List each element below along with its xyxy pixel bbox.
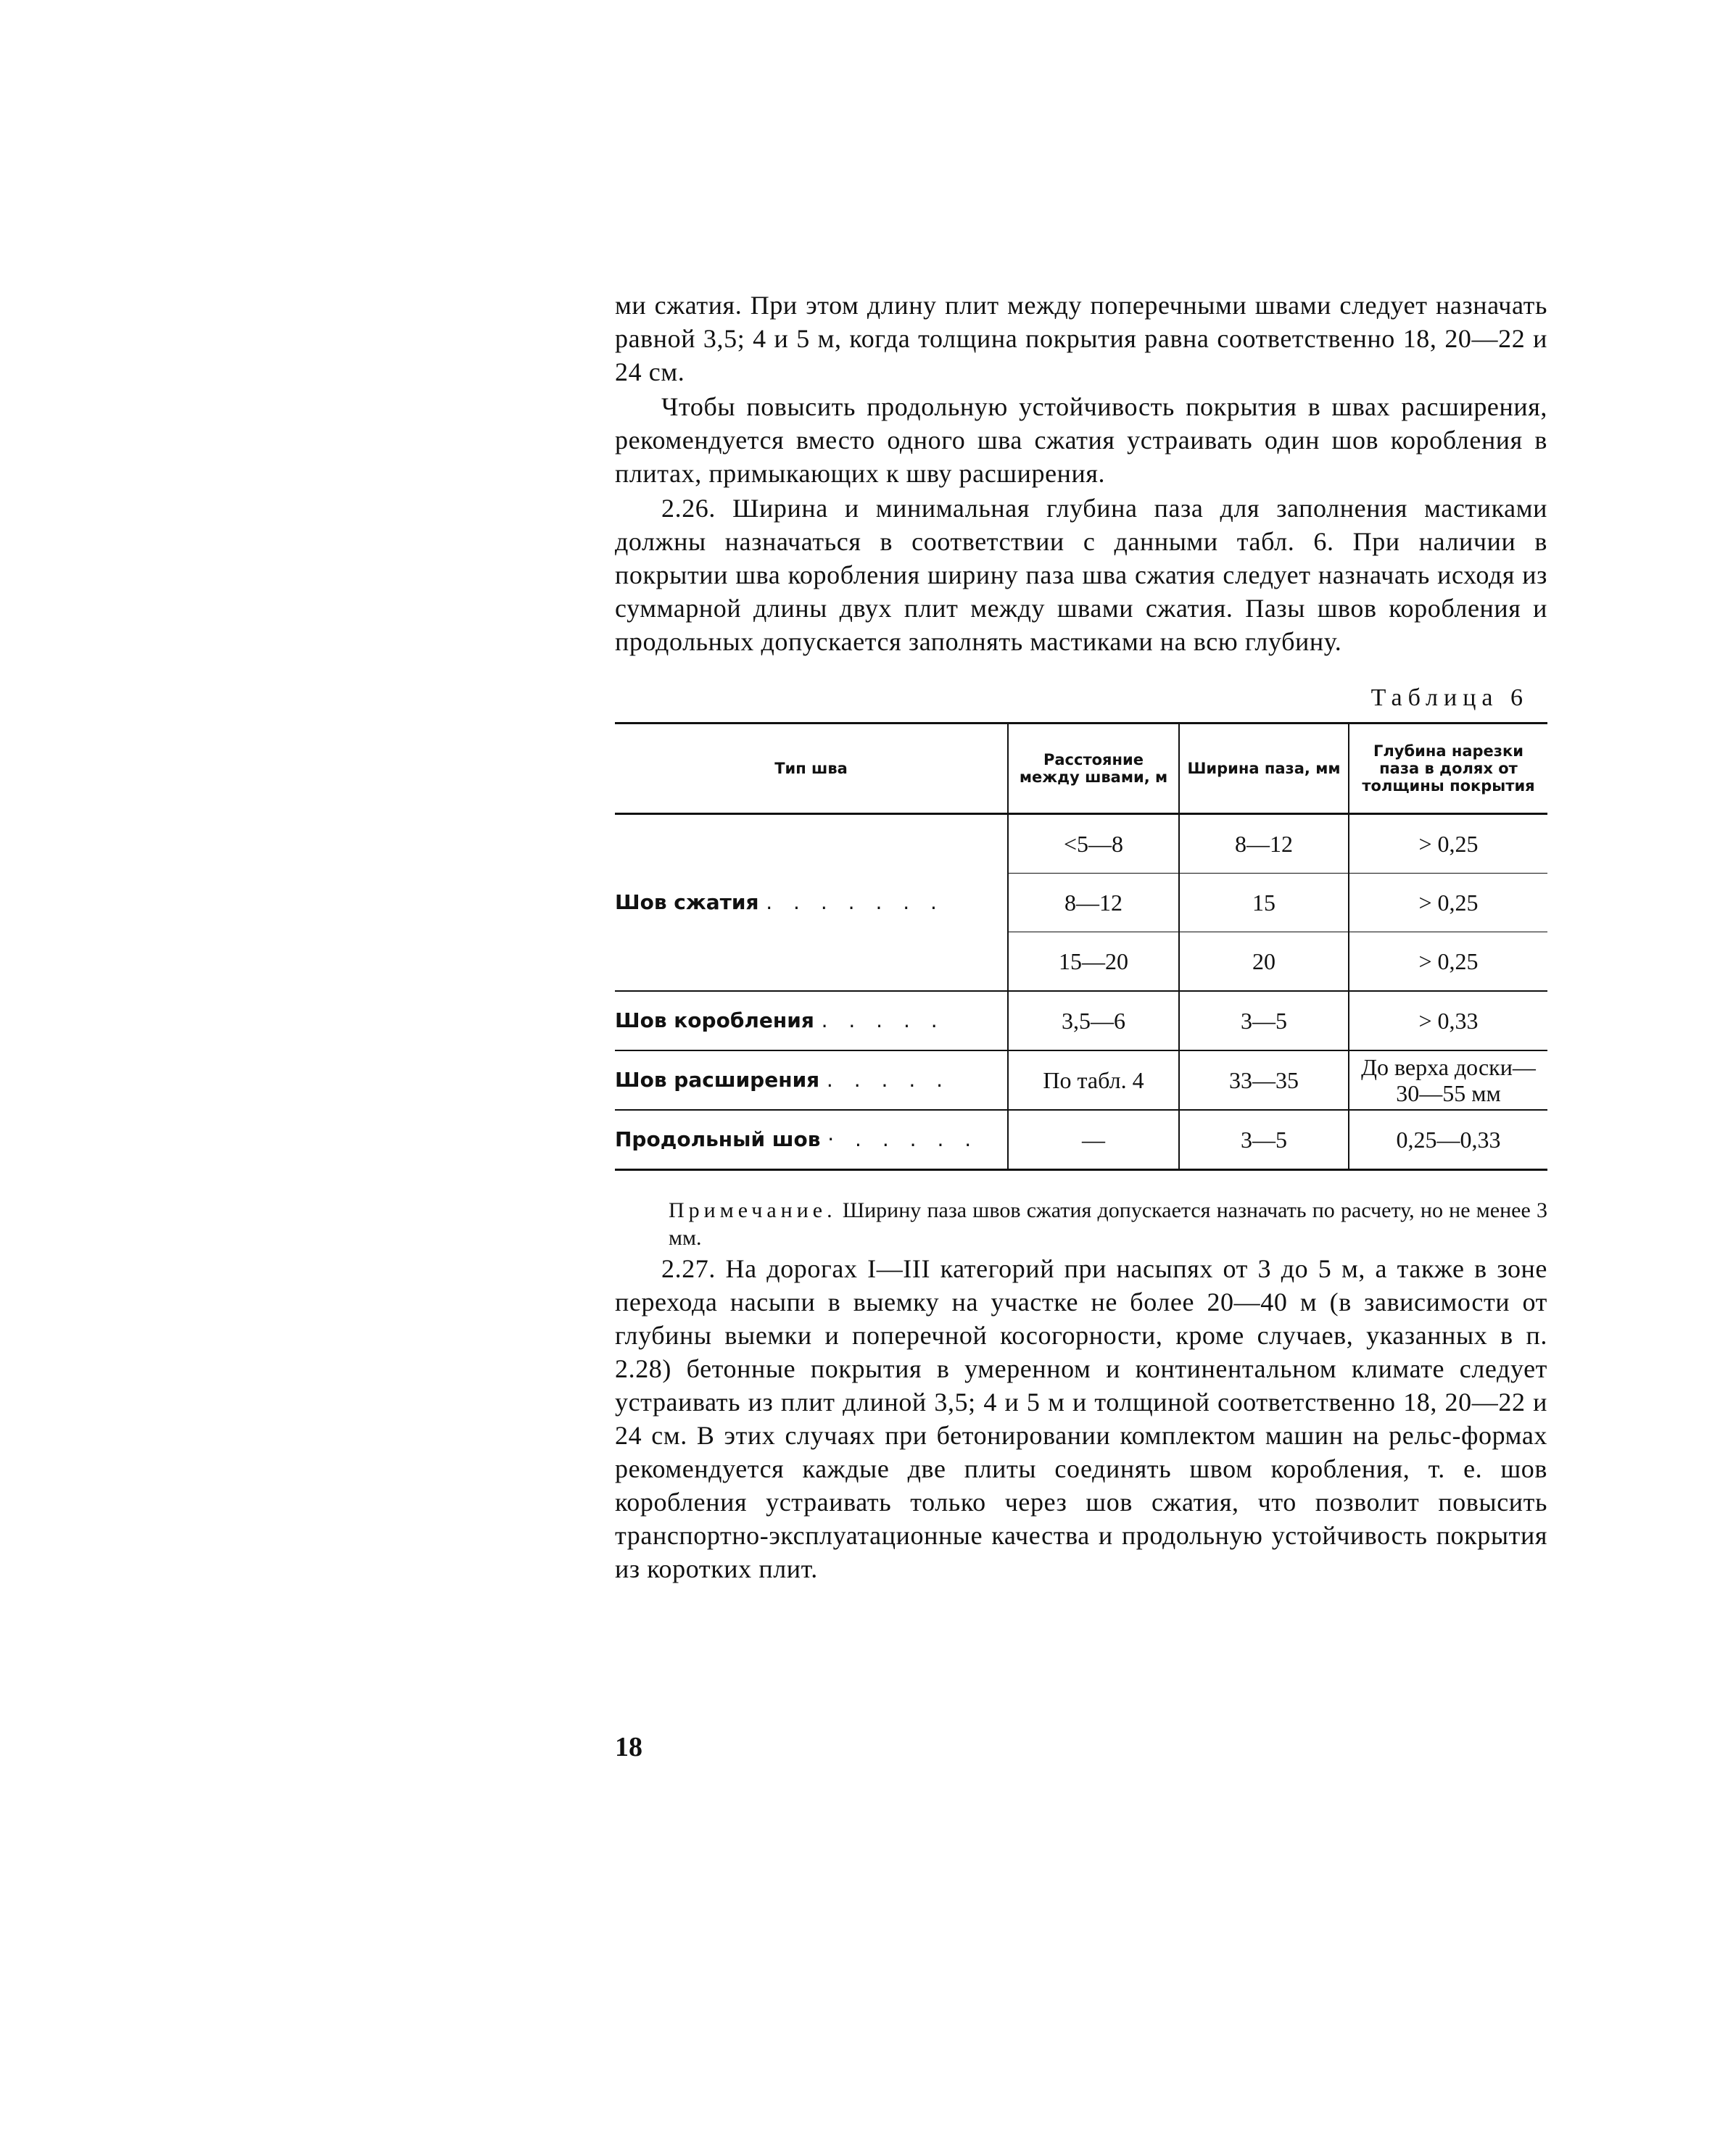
leader-dots: . . . . .: [826, 1068, 951, 1092]
table-cell: До верха доски—30—55 мм: [1349, 1050, 1547, 1110]
joint-type-label: Шов коробления: [615, 1008, 814, 1032]
page-number: 18: [615, 1732, 642, 1762]
joint-type-cell: [615, 814, 1008, 992]
joint-type-label: Шов сжатия: [615, 890, 759, 914]
page-body: [615, 289, 1547, 1585]
table-cell: 33—35: [1179, 1050, 1349, 1110]
header-depth: Глубина нарезки паза в долях от толщины покрытия: [1349, 723, 1547, 814]
leader-dots: . . . . . . .: [766, 890, 944, 914]
table-cell: 20: [1179, 932, 1349, 992]
note-heading: Примечание.: [669, 1198, 837, 1222]
header-width: Ширина паза, мм: [1179, 723, 1349, 814]
joint-type-cell: [615, 1050, 1008, 1110]
table-cell: 3—5: [1179, 991, 1349, 1050]
table-row: [615, 991, 1547, 1050]
table-cell: > 0,25: [1349, 874, 1547, 932]
note-text: Ширину паза швов сжатия допускается назначать по расчету, но не менее 3 мм.: [669, 1198, 1547, 1250]
table-caption: Таблица 6: [1370, 684, 1529, 711]
table-cell: > 0,33: [1349, 991, 1547, 1050]
table-cell: 0,25—0,33: [1349, 1110, 1547, 1170]
joint-type-label: Продольный шов: [615, 1127, 821, 1151]
table-cell: 3—5: [1179, 1110, 1349, 1170]
header-distance: Расстояние между швами, м: [1008, 723, 1179, 814]
leader-dots: . . . . .: [821, 1008, 945, 1032]
joint-type-cell: [615, 1110, 1008, 1170]
table-row: [615, 814, 1547, 874]
table-row: [615, 1050, 1547, 1110]
table-cell: 8—12: [1179, 814, 1349, 874]
table-cell: —: [1008, 1110, 1179, 1170]
paragraph-continuation: ми сжатия. При этом длину плит между поперечными швами следует назначать равной 3,5; 4 и 5 м, когда толщина покрытия равна соответственно 18, 20—22 и 24 см.: [615, 291, 1547, 386]
table-note: [615, 1197, 1547, 1252]
table-cell: > 0,25: [1349, 932, 1547, 992]
table-row: [615, 1110, 1547, 1170]
paragraph-2-26: 2.26. Ширина и минимальная глубина паза для заполнения мастиками должны назначаться в соответствии с данными табл. 6. При наличии в покрытии шва коробления ширину паза шва сжатия следует назначать исходя из суммарной длины двух плит между швами сжатия. Пазы швов коробления и продольных допускается заполнять мастиками на всю глубину.: [615, 494, 1547, 656]
table-cell: По табл. 4: [1008, 1050, 1179, 1110]
paragraph-2-27: 2.27. На дорогах I—III категорий при насыпях от 3 до 5 м, а также в зоне перехода насыпи в выемку на участке не более 20—40 м (в зависимости от глубины выемки и поперечной косогорности, кроме случаев, указанных в п. 2.28) бетонные покрытия в умеренном и континентальном климате следует устраивать из плит длиной 3,5; 4 и 5 м и толщиной соответственно 18, 20—22 и 24 см. В этих случаях при бетонировании комплектом машин на рельс-формах рекомендуется каждые две плиты соединять швом коробления, т. е. шов коробления устраивать только через шов сжатия, что позволит повысить транспортно-эксплуатационные качества и продольную устойчивость покрытия из коротких плит.: [615, 1254, 1547, 1583]
joint-table: [615, 722, 1547, 1171]
table-cell: 15—20: [1008, 932, 1179, 992]
header-joint-type: Тип шва: [615, 723, 1008, 814]
joint-type-cell: [615, 991, 1008, 1050]
joint-type-label: Шов расширения: [615, 1068, 820, 1092]
table-cell: <5—8: [1008, 814, 1179, 874]
table-header-row: [615, 723, 1547, 814]
table-cell: 8—12: [1008, 874, 1179, 932]
table-cell: 3,5—6: [1008, 991, 1179, 1050]
paragraph-stability: Чтобы повысить продольную устойчивость покрытия в швах расширения, рекомендуется вместо одного шва сжатия устраивать один шов коробления в плитах, примыкающих к шву расширения.: [615, 392, 1547, 488]
leader-dots: · . . . . .: [827, 1127, 979, 1151]
table-cell: > 0,25: [1349, 814, 1547, 874]
table-cell: 15: [1179, 874, 1349, 932]
